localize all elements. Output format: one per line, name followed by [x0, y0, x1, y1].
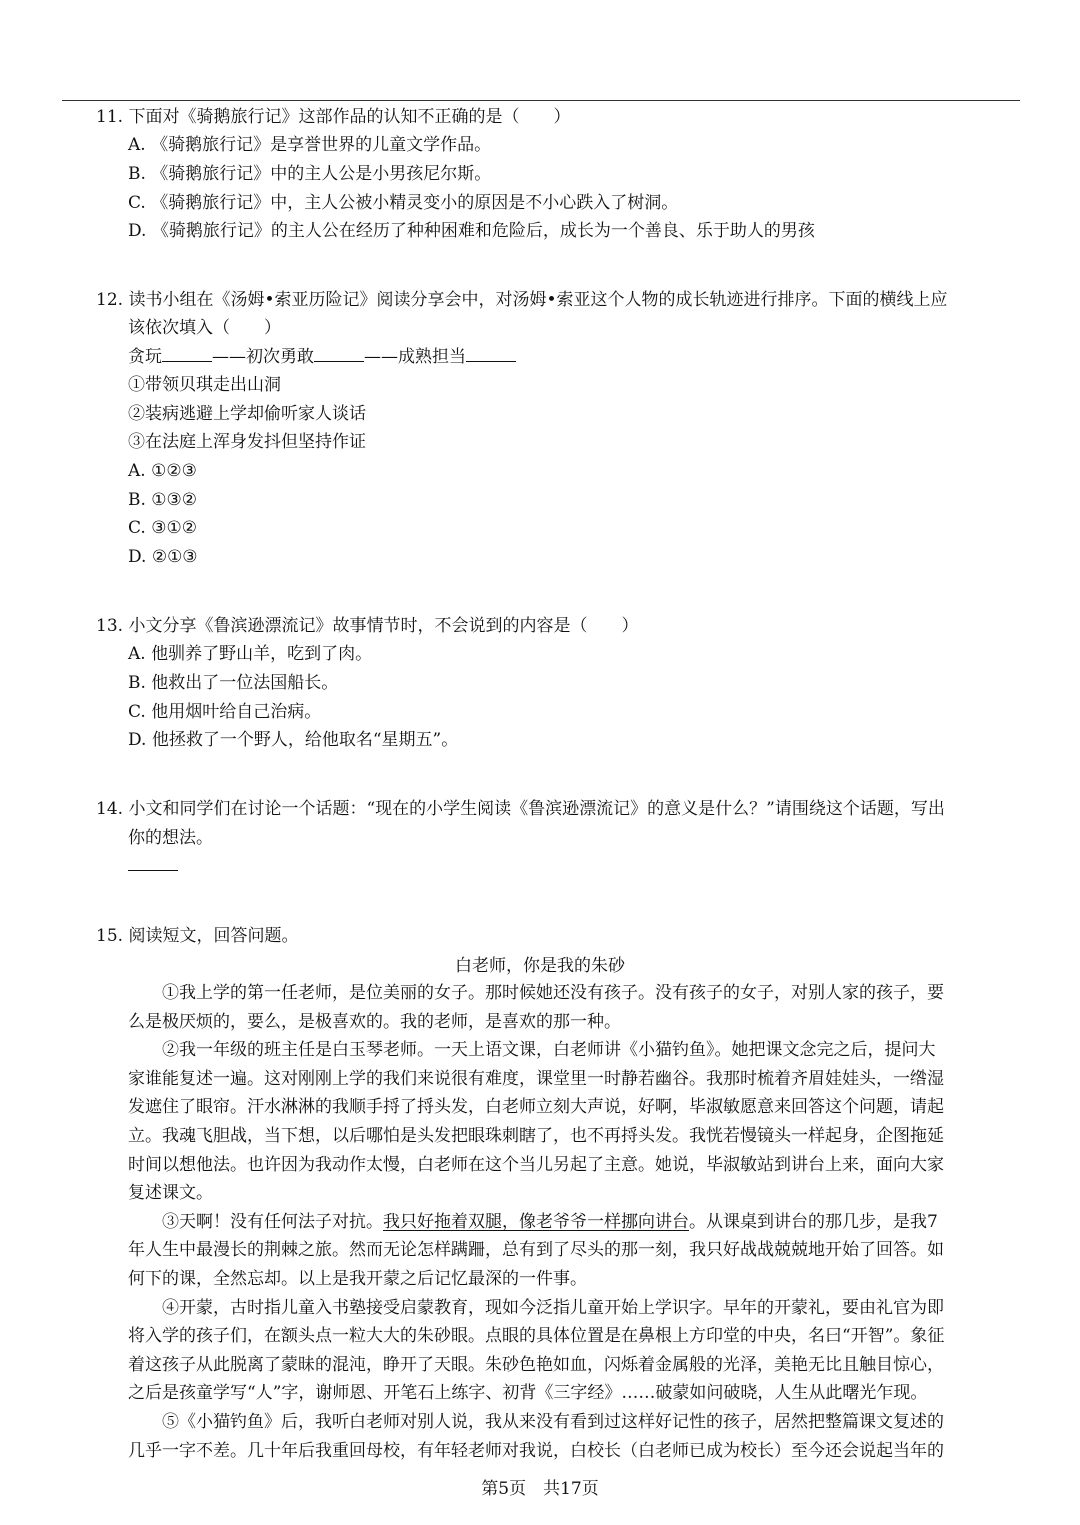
q13-option-c: C. 他用烟叶给自己治病。	[128, 702, 322, 722]
q13-option-a: A. 他驯养了野山羊，吃到了肉。	[128, 644, 373, 664]
passage-line: 将入学的孩子们，在额头点一粒大大的朱砂眼。点眼的具体位置是在鼻根上方印堂的中央，名曰“开智”。象征	[128, 1326, 945, 1346]
passage-line: 之后是孩童学写“人”字，谢师恩、开笔石上练字、初背《三字经》……破蒙如问破晓，人生从此曙光乍现。	[128, 1383, 928, 1403]
q12-item-2: ②装病逃避上学却偷听家人谈话	[128, 404, 366, 424]
q12-option-b: B. ①③②	[128, 490, 198, 510]
q12-option-d: D. ②①③	[128, 547, 198, 567]
header-rule	[62, 100, 1020, 101]
passage-line: 复述课文。	[128, 1183, 213, 1203]
q12-item-3: ③在法庭上浑身发抖但坚持作证	[128, 432, 366, 452]
passage-title: 白老师，你是我的朱砂	[455, 956, 625, 976]
q13-option-d: D. 他拯救了一个野人，给他取名“星期五”。	[128, 730, 459, 750]
p3-start: ③天啊！没有任何法子对抗。	[128, 1212, 383, 1232]
passage-line: ②我一年级的班主任是白玉琴老师。一天上语文课，白老师讲《小猫钓鱼》。她把课文念完之后，提问大	[128, 1040, 936, 1060]
q12-blank-2	[314, 343, 364, 362]
q12-seg1: 贪玩	[128, 347, 162, 367]
q12-blank-1	[162, 343, 212, 362]
passage-line: ④开蒙，古时指儿童入书塾接受启蒙教育，现如今泛指儿童开始上学识字。早年的开蒙礼，要由礼官为即	[128, 1298, 944, 1318]
q11-option-c: C. 《骑鹅旅行记》中，主人公被小精灵变小的原因是不小心跌入了树洞。	[128, 193, 679, 213]
q14-answer-blank	[128, 852, 178, 871]
q11-option-d: D. 《骑鹅旅行记》的主人公在经历了种种困难和危险后，成长为一个善良、乐于助人的男孩	[128, 221, 815, 241]
q12-stem-line1: 12. 读书小组在《汤姆•索亚历险记》阅读分享会中，对汤姆•索亚这个人物的成长轨迹进行排序。下面的横线上应	[96, 290, 948, 310]
passage-line: 着这孩子从此脱离了蒙昧的混沌，睁开了天眼。朱砂色艳如血，闪烁着金属般的光泽，美艳无比且触目惊心，	[128, 1355, 944, 1375]
p3-end: 。从课桌到讲台的那几步，是我7	[689, 1212, 938, 1232]
q12-option-c: C. ③①②	[128, 518, 197, 538]
q13-stem: 13. 小文分享《鲁滨逊漂流记》故事情节时，不会说到的内容是（ ）	[96, 616, 639, 636]
q12-blank-line	[128, 343, 516, 371]
passage-line-underlined	[128, 1208, 938, 1236]
q14-stem-line2: 你的想法。	[128, 828, 213, 848]
q14-stem-line1: 14. 小文和同学们在讨论一个话题：“现在的小学生阅读《鲁滨逊漂流记》的意义是什么？”请围绕这个话题，写出	[96, 799, 945, 819]
q12-item-1: ①带领贝琪走出山洞	[128, 375, 281, 395]
q12-blank-3	[466, 343, 516, 362]
q12-seg2: ——初次勇敢	[212, 347, 314, 367]
passage-line: 何下的课，全然忘却。以上是我开蒙之后记忆最深的一件事。	[128, 1269, 587, 1289]
passage-line: ⑤《小猫钓鱼》后，我听白老师对别人说，我从来没有看到过这样好记性的孩子，居然把整篇课文复述的	[128, 1412, 944, 1432]
q12-stem-line2: 该依次填入（ ）	[128, 318, 281, 338]
q12-seg3: ——成熟担当	[364, 347, 466, 367]
passage-line: 么是极厌烦的，要么，是极喜欢的。我的老师，是喜欢的那一种。	[128, 1012, 621, 1032]
q15-stem: 15. 阅读短文，回答问题。	[96, 926, 299, 946]
passage-line: 时间以想他法。也许因为我动作太慢，白老师在这个当儿另起了主意。她说，毕淑敏站到讲台上来，面向大家	[128, 1155, 944, 1175]
q11-option-a: A. 《骑鹅旅行记》是享誉世界的儿童文学作品。	[128, 135, 492, 155]
q12-option-a: A. ①②③	[128, 461, 197, 481]
passage-line: 立。我魂飞胆战，当下想，以后哪怕是头发把眼珠刺瞎了，也不再捋头发。我恍若慢镜头一样起身，企图拖延	[128, 1126, 944, 1146]
passage-line: 家谁能复述一遍。这对刚刚上学的我们来说很有难度，课堂里一时静若幽谷。我那时梳着齐眉娃娃头，一绺湿	[128, 1069, 944, 1089]
q13-option-b: B. 他救出了一位法国船长。	[128, 673, 339, 693]
q11-stem: 11. 下面对《骑鹅旅行记》这部作品的认知不正确的是（ ）	[96, 107, 571, 127]
p3-underlined-sentence: 我只好拖着双腿，像老爷爷一样挪向讲台	[383, 1212, 689, 1232]
passage-line: 几乎一字不差。几十年后我重回母校，有年轻老师对我说，白校长（白老师已成为校长）至今还会说起当年的	[128, 1441, 944, 1461]
q11-option-b: B. 《骑鹅旅行记》中的主人公是小男孩尼尔斯。	[128, 164, 492, 184]
q14-answer-line	[128, 852, 178, 880]
page-number: 第5页 共17页	[481, 1479, 599, 1499]
passage-line: ①我上学的第一任老师，是位美丽的女子。那时候她还没有孩子。没有孩子的女子，对别人家的孩子，要	[128, 983, 944, 1003]
passage-line: 发遮住了眼帘。汗水淋淋的我顺手捋了捋头发，白老师立刻大声说，好啊，毕淑敏愿意来回答这个问题，请起	[128, 1097, 944, 1117]
passage-line: 年人生中最漫长的荆棘之旅。然而无论怎样蹒跚，总有到了尽头的那一刻，我只好战战兢兢地开始了回答。如	[128, 1240, 944, 1260]
